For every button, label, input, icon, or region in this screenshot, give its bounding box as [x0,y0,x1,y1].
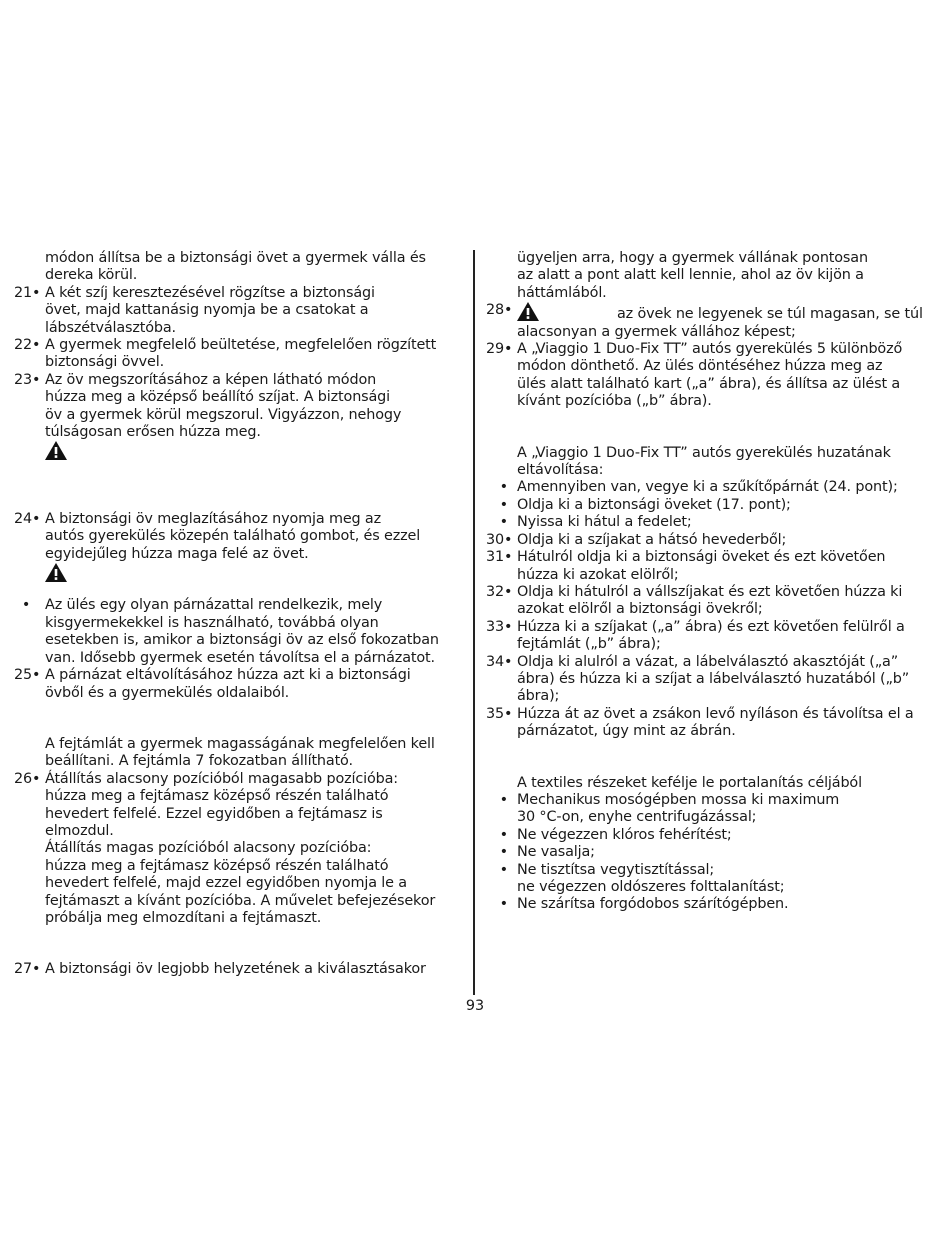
item-number: 24• [14,510,41,527]
item-number: 25• [14,667,41,684]
list-item: 33• Húzza ki a szíjakat („a” ábra) és ezt követően felülről a fejtámlát („b” ábra); [486,618,905,653]
item-number: 23• [14,371,41,388]
warning-triangle-icon [45,563,67,582]
right-column [486,250,936,914]
item-number: 21• [14,284,41,301]
page-number: 93 [465,998,485,1014]
bullet: • [499,791,508,808]
item-number: 26• [14,770,41,787]
list-item: 22• A gyermek megfelelő beültetése, megfelelően rögzített biztonsági övvel. [14,337,437,371]
column-divider [473,250,475,995]
item-number: 34• [486,653,513,670]
bullet: • [499,861,508,878]
list-item: 34• Oldja ki alulról a vázat, a lábelválasztó akasztóját („a” ábra) és húzza ki a szíjat a lábelválasztó huzatából („b” ábra); [486,653,910,705]
list-item: 23• Az öv megszorításához a képen látható módon húzza meg a középső beállító szíjat. A biztonsági öv a gyermek körül megszorul. Vigyázzon, nehogy túlságosan erősen húzza meg. [14,371,402,441]
bullet: • [499,896,508,913]
bullet: • [21,597,31,614]
paragraph: A „Viaggio 1 Duo-Fix TT” autós gyerekülés huzatának eltávolítása: [517,444,891,479]
list-item: ügyeljen arra, hogy a gyermek vállának pontosan az alatt a pont alatt kell lennie, ahol az öv kijön a háttámlából. [517,250,868,301]
warning-triangle-icon [517,302,539,321]
bullet: • [499,479,508,496]
bullet: • [499,844,508,861]
list-item: • Mechanikus mosógépben mossa ki maximum 30 °C-on, enyhe centrifugázással; [486,792,936,827]
item-number: 27• [14,961,41,978]
left-column [14,250,462,979]
bullet: • [499,826,508,843]
paragraph: A fejtámlát a gyermek magasságának megfelelően kell beállítani. A fejtámla 7 fokozatban állítható. [45,735,435,770]
list-item: 28• az övek ne legyenek se túl magasan, se túl alacsonyan a gyermek vállához képest; [486,302,923,340]
list-item: 32• Oldja ki hátulról a vállszíjakat és ezt követően húzza ki azokat elölről a biztonsági övekről; [486,583,903,618]
item-number: 22• [14,337,41,354]
item-number: 29• [486,341,513,358]
item-number: 33• [486,618,513,635]
bullet: • [499,496,508,513]
warning-triangle-icon [45,441,67,460]
list-item: • Ne tisztítsa vegytisztítással; ne végezzen oldószeres folttalanítást; [486,862,936,897]
list-item: módon állítsa be a biztonsági övet a gyermek válla és dereka körül. [45,250,426,284]
list-item: 21• A két szíj keresztezésével rögzítse a biztonsági övet, majd kattanásig nyomja be a csatokat a lábszétválasztóba. [14,284,375,336]
item-number: 35• [486,705,513,722]
warning-row [14,441,462,458]
list-item: 35• Húzza át az övet a zsákon levő nyíláson és távolítsa el a párnázatot, úgy mint az ábrán. [486,705,914,740]
warning-row [14,563,462,580]
item-number: 30• [486,531,513,548]
list-item: • Nyissa ki hátul a fedelet; [486,514,936,531]
item-number: 32• [486,583,513,600]
list-item: • Ne vasalja; [486,844,936,861]
item-number: 31• [486,549,513,566]
list-item: • Oldja ki a biztonsági öveket (17. pont); [486,497,936,514]
list-item: 26• Átállítás alacsony pozícióból magasabb pozícióba: húzza meg a fejtámasz középső részén található hevedert felfelé. Ezzel egyidőben a fejtámasz is elmozdul. Átállítás magas pozícióból alacsony pozícióba: húzza meg a fejtámasz középső részén található hevedert felfelé, majd ezzel egyidőben nyomja le a fejtámaszt a kívánt pozícióba. A művelet befejezésekor próbálja meg elmozdítani a fejtámaszt. [14,770,436,926]
list-item: 31• Hátulról oldja ki a biztonsági öveket és ezt követően húzza ki azokat elölről; [486,549,886,583]
list-item: 27• A biztonsági öv legjobb helyzetének a kiválasztásakor [14,961,426,978]
list-item: 29• A „Viaggio 1 Duo-Fix TT” autós gyerekülés 5 különböző módon dönthető. Az ülés döntéséhez húzza meg az ülés alatt található kart („a” ábra), és állítsa az ülést a kívánt pozícióba („b” ábra). [486,341,903,410]
bullet: • [499,514,508,531]
list-item: • Ne végezzen klóros fehérítést; [486,827,936,844]
list-item: • Amennyiben van, vegye ki a szűkítőpárnát (24. pont); [486,479,936,496]
list-item: 25• A párnázat eltávolításához húzza azt ki a biztonsági övből és a gyermekülés oldalaiból. [14,667,411,701]
list-item: • Ne szárítsa forgódobos szárítógépben. [486,896,936,913]
item-number: 28• [486,302,513,319]
list-item: • Az ülés egy olyan párnázattal rendelkezik, mely kisgyermekekkel is használható, továbbá olyan esetekben is, amikor a biztonsági öv az első fokozatban van. Idősebb gyermek esetén távolítsa el a párnázatot. [14,597,462,667]
list-item: 24• A biztonsági öv meglazításához nyomja meg az autós gyerekülés közepén található gombot, és ezzel egyidejűleg húzza maga felé az övet. [14,510,421,562]
paragraph: A textiles részeket kefélje le portalanítás céljából [517,774,862,791]
list-item: 30• Oldja ki a szíjakat a hátsó hevederből; [486,531,787,548]
